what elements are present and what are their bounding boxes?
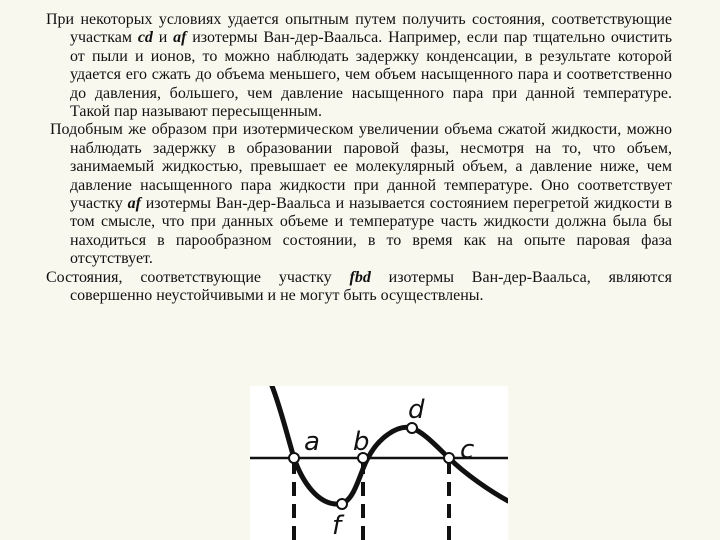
paragraph-3 [46,269,672,306]
point-f [337,499,347,509]
label-b: b [353,427,370,457]
paragraph-3-text-1: Состояния, соответствующие участку [46,268,350,286]
term-af: af [173,29,187,47]
paragraph-3-text-2: изотермы Ван-дер-Ваальса, являются совершенно неустойчивыми и не могут быть осуществлены. [70,268,673,305]
point-c [444,453,454,463]
label-f: f [332,511,342,540]
label-d: d [408,395,425,425]
isotherm-figure [250,386,508,540]
text-block [46,11,672,306]
label-a: a [304,427,320,457]
paragraph-2 [46,121,672,268]
term-cd: cd [137,29,153,47]
paragraph-1 [46,11,672,121]
label-c: c [460,435,475,465]
paragraph-1-text-2: и [152,29,174,47]
paragraph-1-text-1: При некоторых условиях удается опытным путем получить состояния, соответствующие участкам [46,11,672,47]
point-a [289,453,299,463]
isotherm-diagram [250,386,508,540]
term-fbd: fbd [349,268,371,286]
paragraph-2-text-1: Подобным же образом при изотермическом увеличении объема сжатой жидкости, можно наблюдать задержку в образовании паровой фазы, несмотря на то, что объем, занимаемый жидкостью, превышает ее молекулярный объем, а давление ниже, чем давление насыщенного пара жидкости при данной температуре. Оно соответствует участку [50,121,672,213]
paragraph-1-text-3: изотермы Ван-дер-Ваальса. Например, если пар тщательно очистить от пыли и ионов, то можно наблюдать задержку конденсации, в результате которой удается его сжать до объема меньшего, чем объем насыщенного пара и соответственно до давления, большего, чем давление насыщенного пара при данной температуре. Такой пар называют пересыщенным. [70,29,673,121]
term-af: af [127,195,141,213]
paragraph-2-text-2: изотермы Ван-дер-Ваальса и называется состоянием перегретой жидкости в том смысле, что при данных объеме и температуре часть жидкости должна была бы находиться в парообразном состоянии, в то время как на опыте паровая фаза отсутствует. [70,195,672,268]
